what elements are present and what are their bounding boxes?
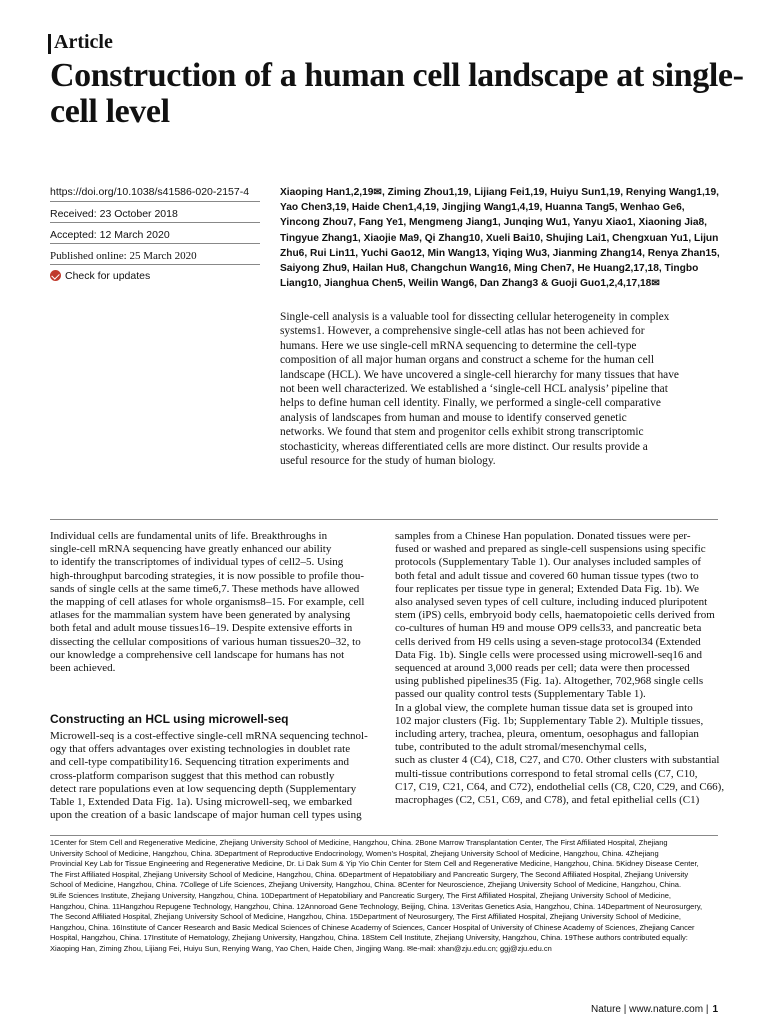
body-text-line: detect rare populations even at low sequencing depth (Supplementary <box>50 782 357 795</box>
article-type-label: Article <box>54 31 113 53</box>
body-text-line: both fetal and adult tissue and covered 60 human tissue types (two to <box>395 569 699 582</box>
abstract-line: systems1. However, a comprehensive single-cell atlas has not been achieved for <box>280 325 645 338</box>
footnote-divider <box>50 835 718 836</box>
abstract-line: composition of all major human organs and construct a scheme for the human cell <box>280 354 654 367</box>
body-text-line: upon the creation of a basic landscape of major human cell types using <box>50 809 362 822</box>
abstract-line: landscape (HCL). We have uncovered a single-cell hierarchy for many tissues that have <box>280 368 679 381</box>
body-text-line: In a global view, the complete human tissue data set is grouped into <box>395 701 693 714</box>
section-heading: Constructing an HCL using microwell-seq <box>50 712 289 726</box>
page-number: 1 <box>712 1004 718 1015</box>
body-text-line: macrophages (C2, C51, C69, and C78), and fetal epithelial cells (C1) <box>395 794 700 807</box>
body-text-line: protocols (Supplementary Table 1). Our analyses included samples of <box>395 556 702 569</box>
body-text-line: such as cluster 4 (C4), C18, C27, and C70. Other clusters with substantial <box>395 754 720 767</box>
page-footer <box>591 1004 718 1015</box>
abstract-line: networks. We found that stem and progenitor cells exhibit strong transcriptomic <box>280 426 644 439</box>
page-title: Construction of a human cell landscape at single-cell level <box>50 57 744 130</box>
body-text-line: four replicates per tissue type in general; Extended Data Fig. 1b). We <box>395 582 700 595</box>
abstract-line: Single-cell analysis is a valuable tool for dissecting cellular heterogeneity in complex <box>280 311 670 323</box>
published-date: Published online: 25 March 2020 <box>50 250 197 262</box>
abstract <box>280 310 720 468</box>
received-date: Received: 23 October 2018 <box>50 208 178 220</box>
body-text-line: tube, contributed to the adult stromal/mesenchymal cells, <box>395 741 647 754</box>
footnote-line: Hangzhou, China. 16Institute of Cancer Research and Basic Medical Sciences of Chinese Academy of Sciences, Cancer Hospital of University of Chinese Academy of Sciences, Zhejiang Cancer <box>50 922 695 932</box>
accepted-date: Accepted: 12 March 2020 <box>50 229 170 241</box>
body-text-line: also analysed seven types of cell culture, including induced pluripotent <box>395 596 708 609</box>
body-text-line: stem (iPS) cells, embryoid body cells, haematopoietic cells derived from <box>395 609 715 622</box>
body-text-line: dissecting the cellular compositions of various human tissues20–32, to <box>50 635 361 648</box>
body-text-line: Microwell-seq is a cost-effective single-cell mRNA sequencing technol- <box>50 730 368 742</box>
right-column-text <box>395 530 727 807</box>
check-for-updates-button[interactable] <box>50 270 260 282</box>
meta-divider <box>50 201 260 202</box>
footnote-line: Hospital, Hangzhou, China. 17Institute of Hematology, Zhejiang University, Hangzhou, China. 18Stem Cell Institute, Zhejiang University, Hangzhou, China. 19These authors contributed equally: <box>50 933 688 943</box>
affiliations-footnotes <box>50 838 718 955</box>
body-text-line: been achieved. <box>50 662 116 675</box>
body-text-line: using published pipelines35 (Fig. 1a). Altogether, 702,968 single cells <box>395 675 704 688</box>
abstract-line: humans. Here we use single-cell mRNA sequencing to determine the cell-type <box>280 339 637 352</box>
body-text-line: C17, C19, C21, C64, and C72), endothelial cells (C8, C20, C29, and C66), <box>395 780 725 793</box>
footnote-line: University School of Medicine, Hangzhou, China. 3Department of Reproductive Endocrinology, Women’s Hospital, Zhejiang University School of Medicine, Hangzhou, China. 4Zhejiang <box>50 848 659 858</box>
footnote-line: Xiaoping Han, Ziming Zhou, Lijiang Fei, Huiyu Sun, Renying Wang, Yao Chen, Haide Chen, Jingjing Wang. ✉e-mail: xhan@zju.edu.cn; ggj@zju.edu.cn <box>50 943 552 953</box>
body-text-line: ogy that offers advantages over existing technologies in doublet rate <box>50 743 351 756</box>
check-updates-icon <box>50 270 61 281</box>
body-text-line: the mapping of cell atlases for whole organisms8–15. For example, cell <box>50 596 365 609</box>
section-paragraph <box>50 730 382 822</box>
body-text-line: our knowledge a comprehensive cell landscape for humans has not <box>50 648 345 661</box>
footnote-line: 9Life Sciences Institute, Zhejiang University, Hangzhou, China. 10Department of Hepatobiliary and Pancreatic Surgery, The First Affiliated Hospital, Zhejiang University School of Medicine, <box>50 890 672 900</box>
body-text-line: samples from a Chinese Han population. Donated tissues were per- <box>395 530 691 542</box>
abstract-line: not been well characterized. We established a ‘single-cell HCL analysis’ pipeline that <box>280 383 668 396</box>
abstract-divider <box>50 519 718 520</box>
footnote-line: Hangzhou, China. 11Hangzhou Repugene Technology, Hangzhou, China. 12Annoroad Gene Technology, Beijing, China. 13Veritas Genetics Asia, Hangzhou, China. 14Department of Neurosurgery, <box>50 901 703 911</box>
body-text-line: atlases for the mammalian system have been generated by analysing <box>50 609 351 622</box>
body-text-line: and cell-type compatibility16. Sequencing titration experiments and <box>50 756 350 769</box>
author-list: Xiaoping Han1,2,19✉, Ziming Zhou1,19, Lijiang Fei1,19, Huiyu Sun1,19, Renying Wang1,19, Yao Chen3,19, Haide Chen1,4,19, Jingjing Wang1,4,19, Huanna Tang5, Wenhao Ge6, Yincong Zhou7, Fang Ye1, Mengmeng Jiang1, Junqing Wu1, Yanyu Xiao1, Xiaoning Jia8, Tingyue Zhang1, Xiaojie Ma9, Qi Zhang10, Xueli Bai10, Shujing Lai1, Chengxuan Yu1, Lijun Zhu6, Rui Lin11, Yuchi Gao12, Min Wang13, Yiqing Wu3, Jianming Zhang14, Renya Zhan15, Saiyong Zhu9, Hailan Hu8, Changchun Wang16, Ming Chen7, He Huang2,17,18, Tingbo Liang10, Jianghua Chen5, Weilin Wang6, Dan Zhang3 & Guoji Guo1,2,4,17,18✉ <box>280 187 720 290</box>
footnote-line: 1Center for Stem Cell and Regenerative Medicine, Zhejiang University School of Medicine, Hangzhou, China. 2Bone Marrow Transplantation Center, The First Affiliated Hospital, Zhejiang <box>50 838 668 847</box>
check-for-updates-label: Check for updates <box>65 270 151 282</box>
body-text-line: co-cultures of human H9 and mouse OP9 cells33, and pancreatic beta <box>395 622 702 635</box>
body-text-line: fused or washed and prepared as single-cell suspensions using specific <box>395 543 706 556</box>
footnote-line: The First Affiliated Hospital, Zhejiang University School of Medicine, Hangzhou, China. 6Department of Hepatobiliary and Pancreatic Surgery, The Second Affiliated Hospital, Zhejiang University <box>50 869 689 879</box>
abstract-line: analysis of landscapes from human and mouse to identify conserved genetic <box>280 411 627 424</box>
abstract-line: helps to define human cell identity. Finally, we performed a single-cell comparative <box>280 397 661 410</box>
meta-divider <box>50 243 260 244</box>
body-text-line: 102 major clusters (Fig. 1b; Supplementary Table 2). Multiple tissues, <box>395 714 704 727</box>
journal-footer: Nature | www.nature.com | <box>590 1004 709 1015</box>
intro-paragraph <box>50 530 382 675</box>
body-text-line: Table 1, Extended Data Fig. 1a). Using microwell-seq, we embarked <box>50 796 352 809</box>
body-text-line: to identify the transcriptomes of individual types of cell2–5. Using <box>50 556 344 569</box>
doi-link[interactable]: https://doi.org/10.1038/s41586-020-2157-4 <box>50 186 250 198</box>
body-text-line: cells derived from H9 cells using a seven-stage protocol34 (Extended <box>395 635 701 648</box>
body-text-line: multi-tissue contributions correspond to fetal stromal cells (C7, C10, <box>395 767 698 780</box>
body-text-line: high-throughput barcoding strategies, it is now possible to profile thou- <box>50 569 365 582</box>
body-text-line: sequenced at around 3,000 reads per cell; data were then processed <box>395 662 690 675</box>
body-text-line: sands of single cells at the same time6,7. These methods have allowed <box>50 582 360 595</box>
footnote-line: The Second Affiliated Hospital, Zhejiang University School of Medicine, Hangzhou, China. 15Department of Neurosurgery, The First Affiliated Hospital, Zhejiang University School of Medicine, <box>50 912 682 922</box>
body-text-line: including artery, trachea, pleura, omentum, oesophagus and fallopian <box>395 728 699 741</box>
body-text-line: cross-platform comparison suggest that this method can robustly <box>50 769 335 782</box>
body-text-line: Data Fig. 1b). Single cells were processed using microwell-seq16 and <box>395 648 703 661</box>
abstract-line: stochasticity, whereas differentiated cells are more distinct. Our results provide a <box>280 440 648 453</box>
body-text-line: Individual cells are fundamental units of life. Breakthroughs in <box>50 530 328 542</box>
abstract-line: useful resource for the study of human biology. <box>280 455 496 468</box>
meta-divider <box>50 264 260 265</box>
footnote-line: Provincial Key Lab for Tissue Engineering and Regenerative Medicine, Dr. Li Dak Sum & Yip Yio Chin Center for Stem Cell and Regenerative Medicine, Hangzhou, China. 5Kidney Disease Center, <box>50 859 699 869</box>
footnote-line: School of Medicine, Hangzhou, China. 7College of Life Sciences, Zhejiang University, Hangzhou, China. 8Center for Neuroscience, Zhejiang University School of Medicine, Hangzhou, China. <box>50 880 682 890</box>
body-text-line: passed our quality control tests (Supplementary Table 1). <box>395 688 646 701</box>
body-text-line: single-cell mRNA sequencing have greatly enhanced our ability <box>50 543 332 556</box>
body-text-line: both fetal and adult mouse tissues16–19. Despite extensive efforts in <box>50 622 353 635</box>
meta-divider <box>50 222 260 223</box>
article-marker-bar <box>48 34 51 54</box>
